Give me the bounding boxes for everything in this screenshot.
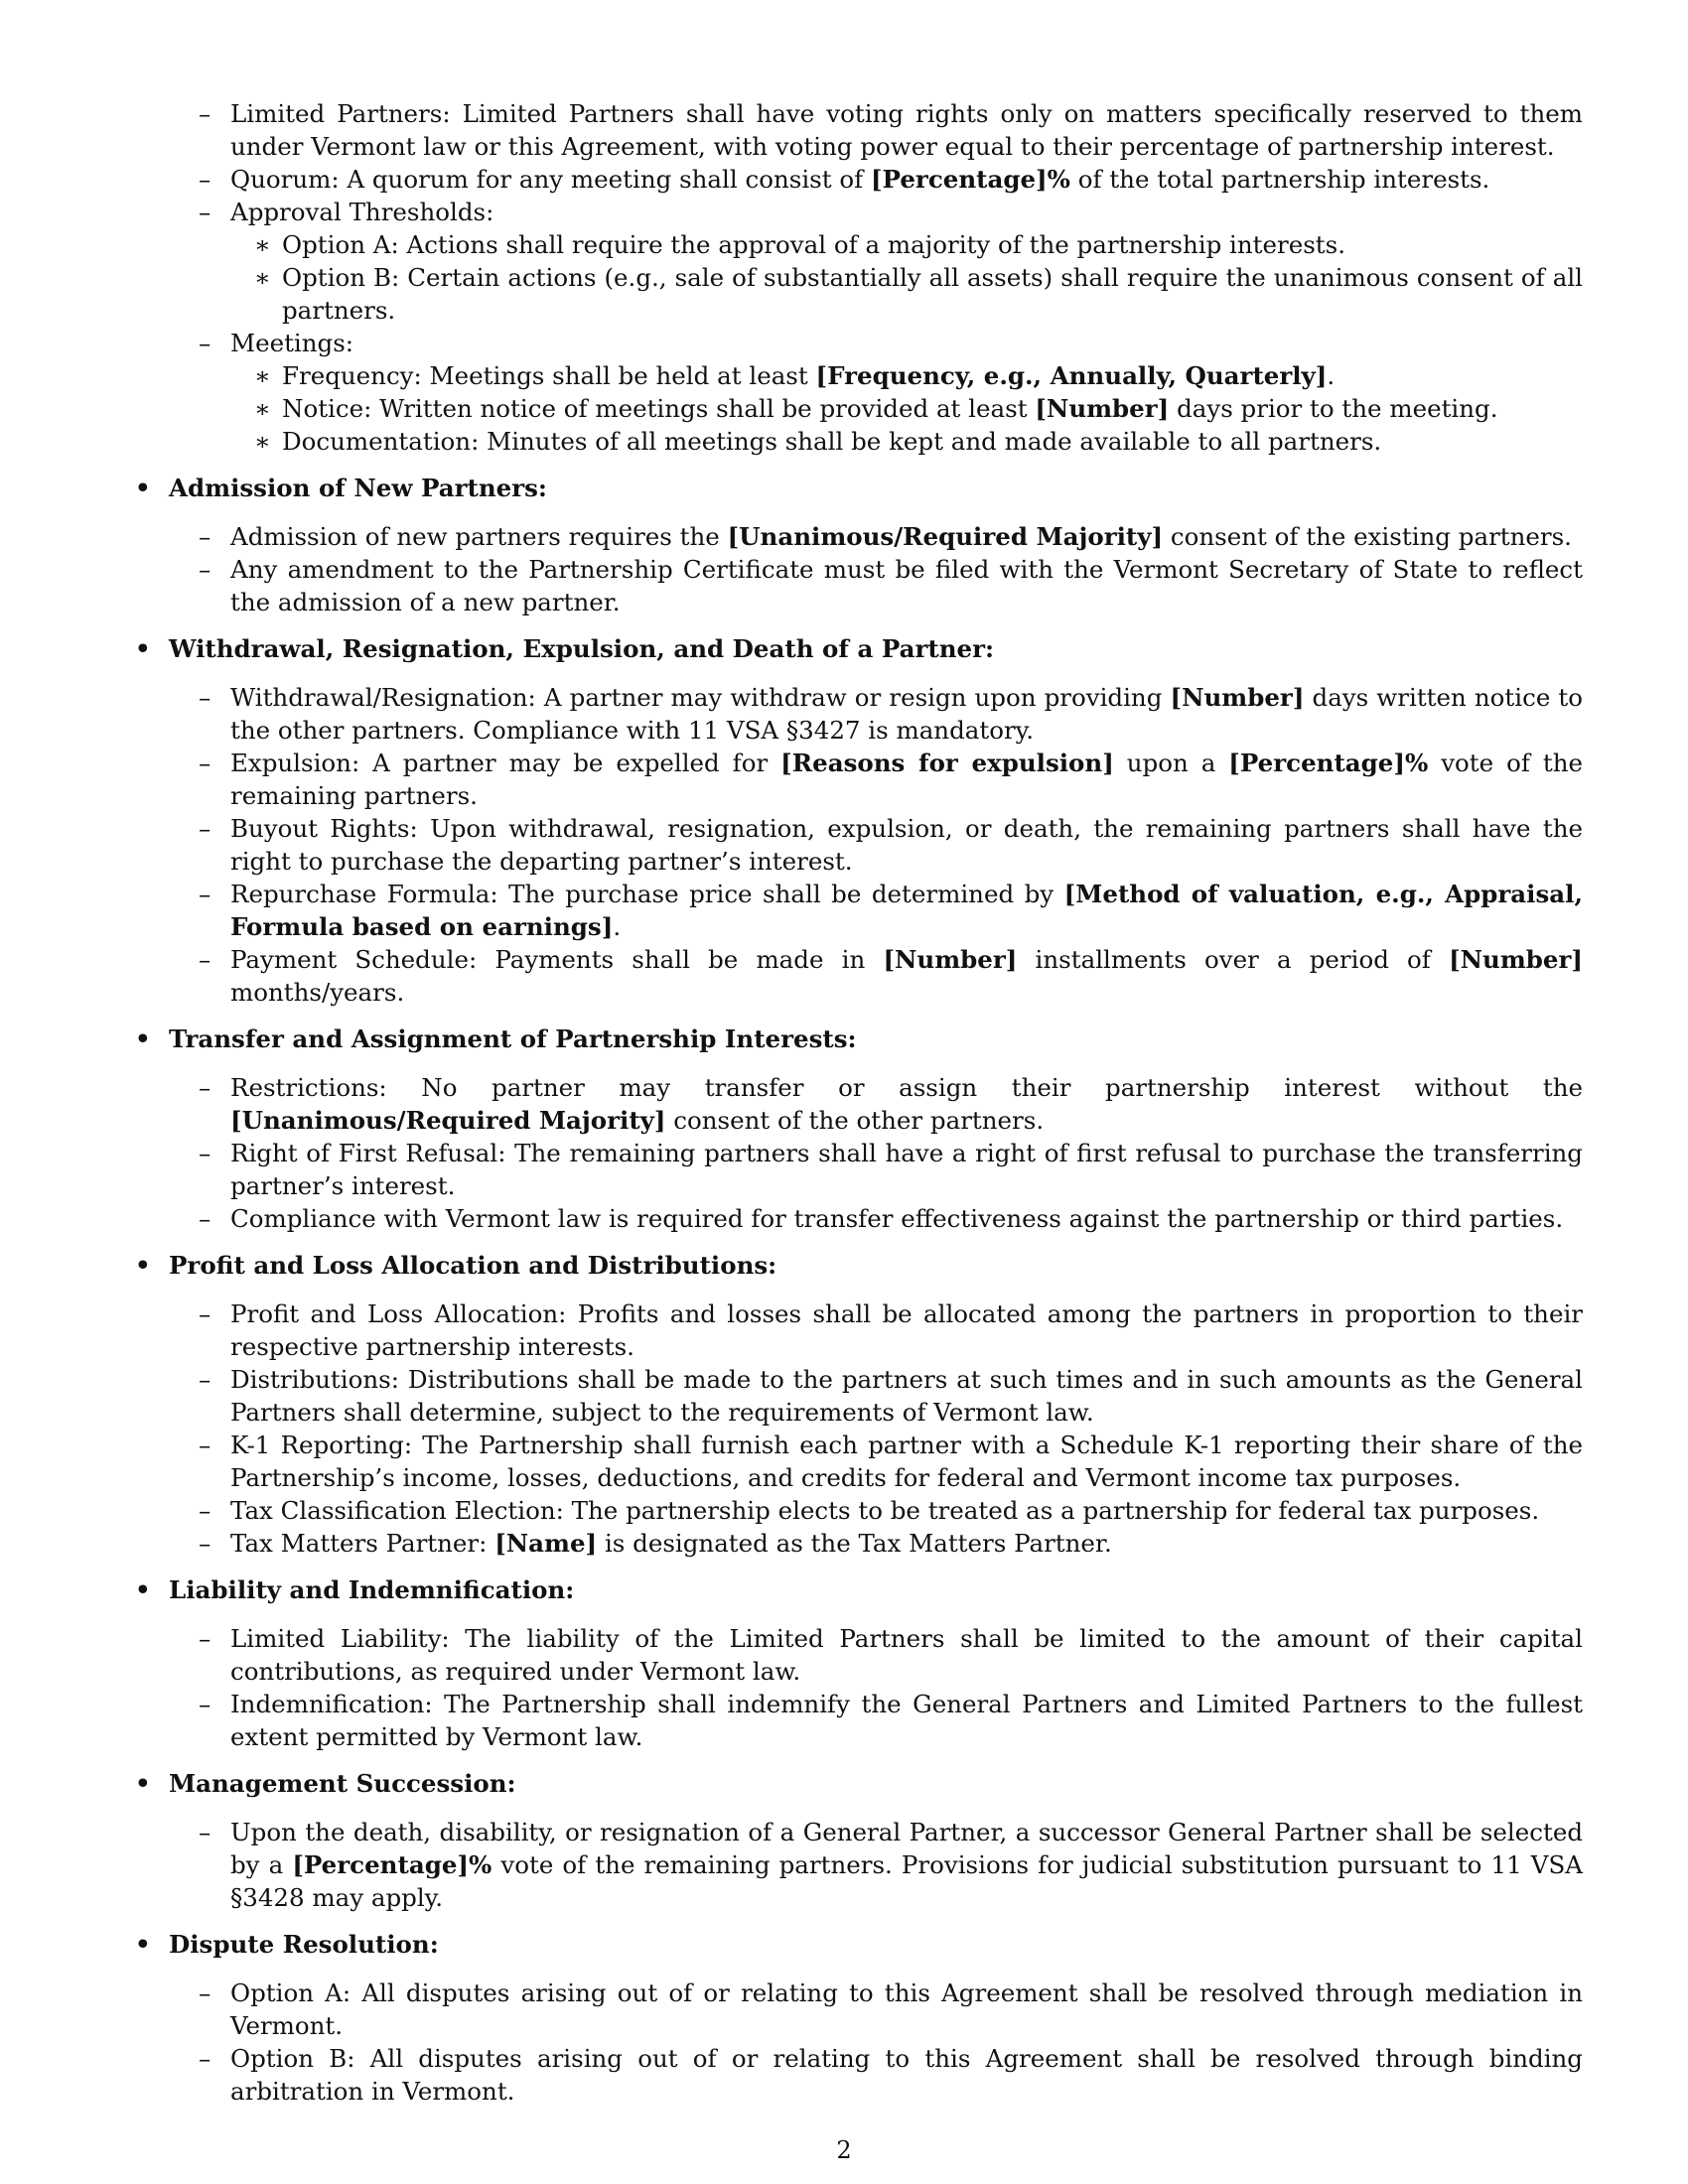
list-item-payment-schedule: – Payment Schedule: Payments shall be made in [Number] installments over a period of [Number] months/years. <box>199 945 1584 1007</box>
bullet-marker: • <box>135 1575 151 1604</box>
list-item-successor: – Upon the death, disability, or resignation of a General Partner, a successor General Partner shall be selected by a [Percentage]% vote of the remaining partners. Provisions for judicial substitution pursuant to 11 VSA §3428 may apply. <box>199 1818 1583 1912</box>
placeholder-number: [Number] <box>1035 394 1170 423</box>
placeholder-valuation: [Method of valuation, e.g., Appraisal, Formula based on earnings] <box>230 880 1583 941</box>
placeholder-name: [Name] <box>494 1529 598 1558</box>
star-marker: ∗ <box>254 230 271 259</box>
dash-marker: – <box>199 165 211 194</box>
bullet-marker: • <box>135 1024 151 1053</box>
dash-marker: – <box>199 1979 211 2007</box>
section-heading: Withdrawal, Resignation, Expulsion, and Death of a Partner: <box>169 634 995 663</box>
list-item-buyout: – Buyout Rights: Upon withdrawal, resignation, expulsion, or death, the remaining partners shall have the right to purchase the departing partner’s interest. <box>199 814 1583 876</box>
dash-marker: – <box>199 2044 211 2073</box>
dash-marker: – <box>199 329 211 357</box>
section-transfer <box>133 1023 1583 1235</box>
section-succession <box>133 1767 1583 1914</box>
dash-marker: – <box>199 1204 211 1233</box>
list-item-limited-liability: – Limited Liability: The liability of the Limited Partners shall be limited to the amount of their capital contributions, as required under Vermont law. <box>199 1624 1583 1686</box>
section-profit-loss <box>133 1249 1583 1560</box>
dash-marker: – <box>199 198 211 226</box>
section-voting-continued <box>133 97 1583 458</box>
bullet-marker: • <box>135 1930 151 1959</box>
list-item-restrictions: – Restrictions: No partner may transfer or assign their partnership interest without the [Unanimous/Required Majority] consent of the other partners. <box>199 1073 1583 1135</box>
section-heading: Transfer and Assignment of Partnership Interests: <box>169 1024 857 1053</box>
dash-marker: – <box>199 1529 211 1558</box>
section-liability <box>133 1573 1583 1753</box>
list-item-expulsion: – Expulsion: A partner may be expelled for [Reasons for expulsion] upon a [Percentage]% vote of the remaining partners. <box>199 749 1584 810</box>
section-withdrawal <box>133 632 1583 1009</box>
placeholder-number: [Number] <box>1170 683 1305 712</box>
list-item-admission-consent: – Admission of new partners requires the [Unanimous/Required Majority] consent of the existing partners. <box>199 522 1572 551</box>
dash-marker: – <box>199 945 211 974</box>
dash-marker: – <box>199 1365 211 1394</box>
list-item-withdrawal: – Withdrawal/Resignation: A partner may withdraw or resign upon providing [Number] days written notice to the other partners. Compliance with 11 VSA §3427 is mandatory. <box>199 683 1583 745</box>
dash-marker: – <box>199 1818 211 1846</box>
list-item-documentation: ∗ Documentation: Minutes of all meetings shall be kept and made available to all partners. <box>254 427 1382 456</box>
placeholder-number: [Number] <box>883 945 1018 974</box>
page-number: 2 <box>836 2136 852 2164</box>
list-item-amendment: – Any amendment to the Partnership Certificate must be filed with the Vermont Secretary of State to reflect the admission of a new partner. <box>199 555 1583 616</box>
list-item-option-b: ∗ Option B: Certain actions (e.g., sale of substantially all assets) shall require the unanimous consent of all partners. <box>254 263 1583 325</box>
placeholder-majority: [Unanimous/Required Majority] <box>230 1106 666 1135</box>
dash-marker: – <box>199 522 211 551</box>
dash-marker: – <box>199 814 211 843</box>
placeholder-percentage: [Percentage]% <box>870 165 1070 194</box>
dash-marker: – <box>199 1624 211 1653</box>
list-item-first-refusal: – Right of First Refusal: The remaining partners shall have a right of first refusal to purchase the transferring partner’s interest. <box>199 1139 1583 1200</box>
bullet-marker: • <box>135 1769 151 1798</box>
star-marker: ∗ <box>254 427 271 456</box>
section-heading: Dispute Resolution: <box>169 1930 439 1959</box>
dash-marker: – <box>199 1496 211 1525</box>
list-item-arbitration: – Option B: All disputes arising out of or relating to this Agreement shall be resolved through binding arbitration in Vermont. <box>199 2044 1583 2106</box>
list-item-meetings: – Meetings: <box>199 329 354 357</box>
list-item-frequency: ∗ Frequency: Meetings shall be held at least [Frequency, e.g., Annually, Quarterly]. <box>254 361 1336 390</box>
list-item-distributions: – Distributions: Distributions shall be made to the partners at such times and in such amounts as the General Partners shall determine, subject to the requirements of Vermont law. <box>199 1365 1583 1427</box>
section-heading: Management Succession: <box>169 1769 516 1798</box>
dash-marker: – <box>199 749 211 777</box>
list-item-quorum: – Quorum: A quorum for any meeting shall consist of [Percentage]% of the total partnership interests. <box>199 165 1490 194</box>
list-item-allocation: – Profit and Loss Allocation: Profits and losses shall be allocated among the partners in proportion to their respective partnership interests. <box>199 1299 1583 1361</box>
list-item-k1-reporting: – K-1 Reporting: The Partnership shall furnish each partner with a Schedule K-1 reporting their share of the Partnership’s income, losses, deductions, and credits for federal and Vermont income tax purposes. <box>199 1431 1583 1492</box>
list-item-tax-matters: – Tax Matters Partner: [Name] is designated as the Tax Matters Partner. <box>199 1529 1112 1558</box>
placeholder-number: [Number] <box>1449 945 1584 974</box>
dash-marker: – <box>199 1299 211 1328</box>
list-item-indemnification: – Indemnification: The Partnership shall indemnify the General Partners and Limited Partners to the fullest extent permitted by Vermont law. <box>199 1690 1583 1751</box>
section-heading: Liability and Indemnification: <box>169 1575 575 1604</box>
list-item-tax-election: – Tax Classification Election: The partnership elects to be treated as a partnership for federal tax purposes. <box>199 1496 1540 1525</box>
star-marker: ∗ <box>254 361 271 390</box>
list-item-limited-partners: – Limited Partners: Limited Partners shall have voting rights only on matters specifically reserved to them under Vermont law or this Agreement, with voting power equal to their percentage of partnership interest. <box>199 99 1583 161</box>
dash-marker: – <box>199 555 211 584</box>
bullet-marker: • <box>135 634 151 663</box>
dash-marker: – <box>199 1431 211 1459</box>
dash-marker: – <box>199 99 211 128</box>
dash-marker: – <box>199 1073 211 1102</box>
dash-marker: – <box>199 1690 211 1718</box>
bullet-marker: • <box>135 474 151 502</box>
star-marker: ∗ <box>254 263 271 292</box>
placeholder-percentage: [Percentage]% <box>1228 749 1429 777</box>
dash-marker: – <box>199 683 211 712</box>
list-item-notice: ∗ Notice: Written notice of meetings shall be provided at least [Number] days prior to the meeting. <box>254 394 1498 423</box>
document-body <box>133 97 1583 2108</box>
placeholder-frequency: [Frequency, e.g., Annually, Quarterly] <box>815 361 1328 390</box>
list-item-repurchase: – Repurchase Formula: The purchase price shall be determined by [Method of valuation, e.g., Appraisal, Formula based on earnings]. <box>199 880 1583 941</box>
section-heading: Admission of New Partners: <box>169 474 547 502</box>
section-heading: Profit and Loss Allocation and Distributions: <box>169 1251 777 1280</box>
list-item-option-a: ∗ Option A: Actions shall require the approval of a majority of the partnership interests. <box>254 230 1346 259</box>
star-marker: ∗ <box>254 394 271 423</box>
list-item-mediation: – Option A: All disputes arising out of or relating to this Agreement shall be resolved through mediation in Vermont. <box>199 1979 1583 2040</box>
list-item-compliance: – Compliance with Vermont law is required for transfer effectiveness against the partnership or third parties. <box>199 1204 1564 1233</box>
list-item-approval-thresholds: – Approval Thresholds: <box>199 198 494 226</box>
placeholder-reasons: [Reasons for expulsion] <box>780 749 1114 777</box>
section-dispute-resolution <box>133 1928 1583 2108</box>
dash-marker: – <box>199 1139 211 1167</box>
section-admission <box>133 472 1583 618</box>
placeholder-majority: [Unanimous/Required Majority] <box>727 522 1164 551</box>
dash-marker: – <box>199 880 211 908</box>
placeholder-percentage: [Percentage]% <box>292 1850 492 1879</box>
bullet-marker: • <box>135 1251 151 1280</box>
